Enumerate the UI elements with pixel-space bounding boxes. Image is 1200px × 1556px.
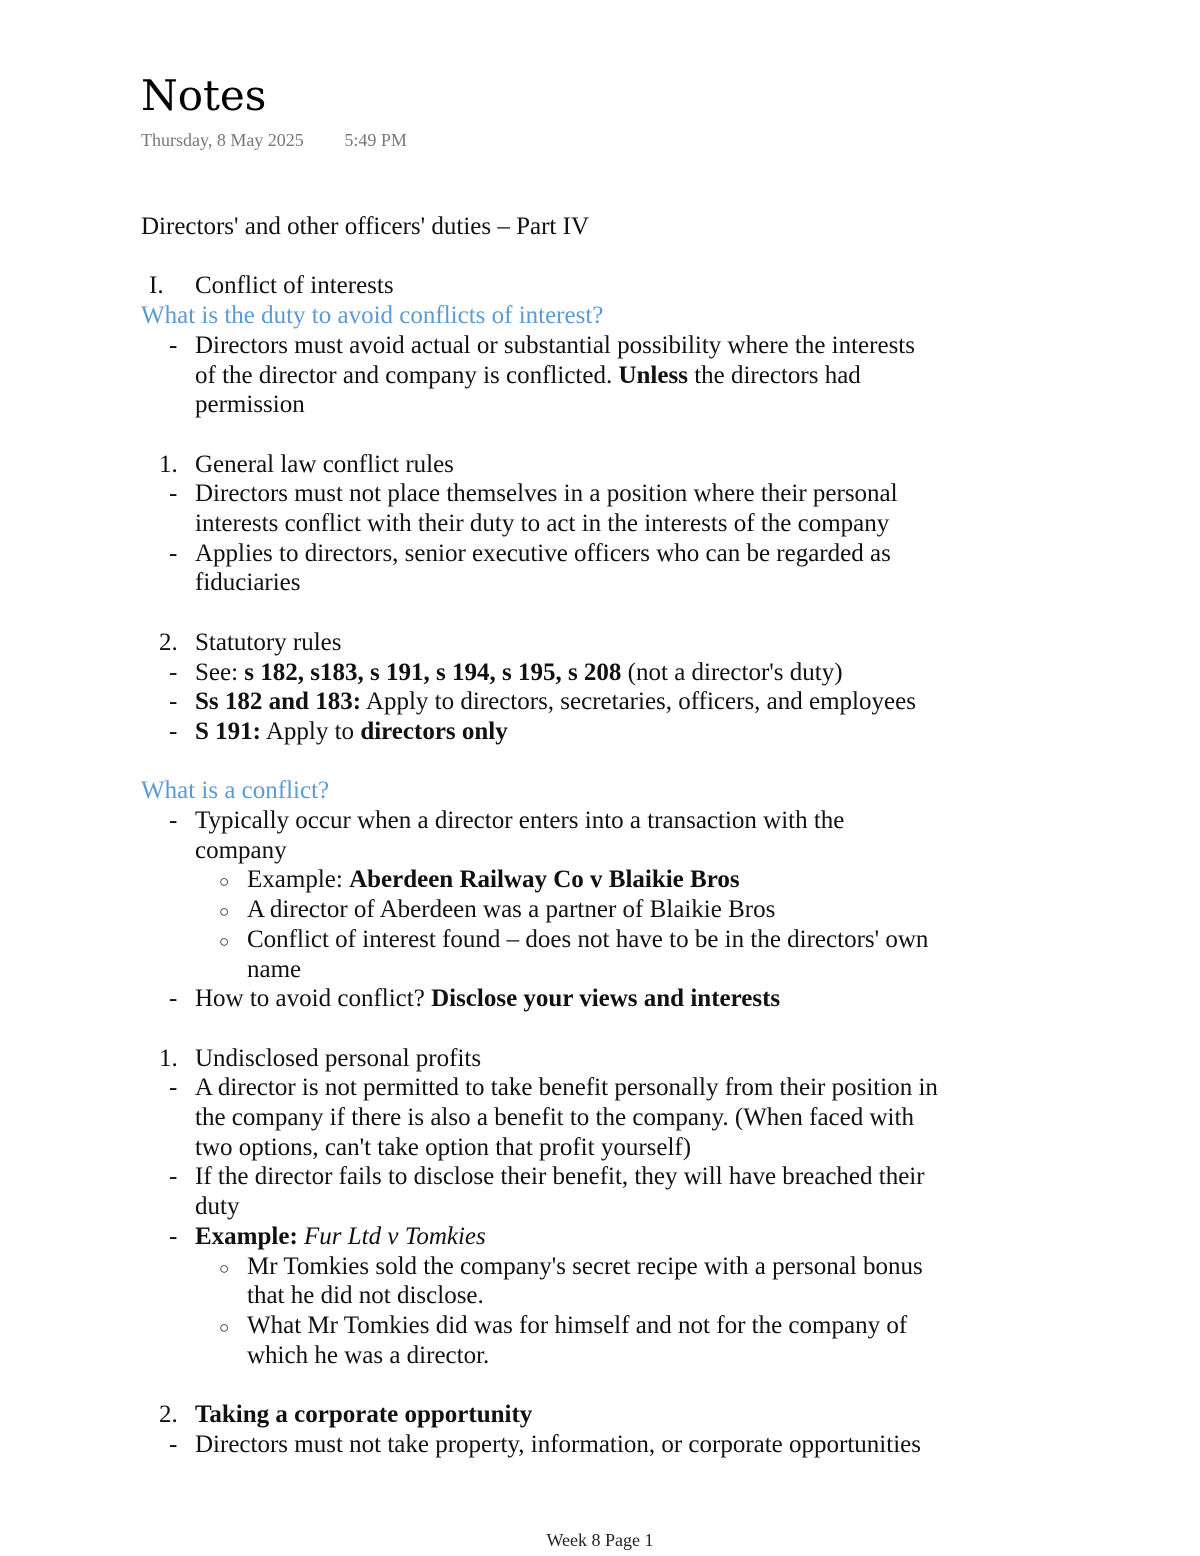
dash-bullet: - <box>169 1222 178 1250</box>
list-item: - If the director fails to disclose their benefit, they will have breached their <box>169 1163 925 1191</box>
list-item-continuation: interests conflict with their duty to act in the interests of the company <box>195 510 890 537</box>
numbered-heading: 1. Undisclosed personal profits <box>159 1044 482 1072</box>
circle-bullet: ○ <box>219 902 230 922</box>
dash-bullet: - <box>169 807 178 834</box>
dash-bullet: - <box>169 688 178 716</box>
list-item-continuation: permission <box>195 391 305 419</box>
dash-bullet: - <box>169 717 178 745</box>
page-time: 5:49 PM <box>344 130 407 150</box>
sub-list-item-continuation: that he did not disclose. <box>247 1282 484 1310</box>
roman-heading <box>141 271 1071 301</box>
list-item-continuation: fiduciaries <box>195 569 301 597</box>
list-item: - How to avoid conflict? Disclose your views and interests <box>169 985 781 1013</box>
dash-bullet: - <box>169 1430 178 1458</box>
number-marker: 2. <box>159 628 178 656</box>
sub-list-item: ○ Example: Aberdeen Railway Co v Blaikie Bros <box>141 865 1071 895</box>
number-marker: 1. <box>159 1044 178 1072</box>
sub-list-item: ○ Conflict of interest found – does not have to be in the directors' own <box>141 925 1071 955</box>
list-item: - Example: Fur Ltd v Tomkies <box>169 1222 486 1250</box>
list-item: - Directors must not place themselves in a position where their personal <box>169 480 898 508</box>
sub-list-item-continuation: name <box>247 955 302 983</box>
dash-bullet: - <box>169 1074 178 1102</box>
list-item: - Directors must avoid actual or substantial possibility where the interests <box>169 331 915 359</box>
page-meta <box>141 127 407 153</box>
dash-bullet: - <box>169 331 178 359</box>
list-item: - Applies to directors, senior executive officers who can be regarded as <box>169 539 891 567</box>
circle-bullet: ○ <box>219 931 230 951</box>
sub-list-item: ○ Mr Tomkies sold the company's secret recipe with a personal bonus <box>141 1252 1071 1282</box>
list-item: - A director is not permitted to take benefit personally from their position in <box>169 1074 938 1102</box>
numbered-heading: 2. Statutory rules <box>159 628 342 656</box>
circle-bullet: ○ <box>219 1258 230 1278</box>
circle-bullet: ○ <box>219 1317 230 1337</box>
number-marker: 2. <box>159 1401 178 1429</box>
circle-bullet: ○ <box>219 872 230 892</box>
sub-list-item-continuation: which he was a director. <box>247 1341 490 1369</box>
list-item: - See: s 182, s183, s 191, s 194, s 195, s 208 (not a director's duty) <box>169 658 843 686</box>
dash-bullet: - <box>169 1163 178 1191</box>
numbered-heading: 2. Taking a corporate opportunity <box>159 1401 533 1429</box>
list-item: - Ss 182 and 183: Apply to directors, secretaries, officers, and employees <box>169 688 916 716</box>
list-item: - Typically occur when a director enters into a transaction with the <box>169 807 845 834</box>
sub-list-item: ○ A director of Aberdeen was a partner of Blaikie Bros <box>141 895 1071 925</box>
roman-marker: I. <box>149 272 164 300</box>
dash-bullet: - <box>169 658 178 686</box>
dash-bullet: - <box>169 539 178 567</box>
list-item-continuation: the company if there is also a benefit to the company. (When faced with <box>195 1104 914 1132</box>
dash-bullet: - <box>169 480 178 508</box>
page-title: Notes <box>141 71 267 120</box>
list-item-continuation: of the director and company is conflicted. Unless the directors had <box>195 361 861 389</box>
number-marker: 1. <box>159 450 178 478</box>
list-item-continuation: duty <box>195 1193 240 1221</box>
list-item: - S 191: Apply to directors only <box>169 717 508 745</box>
numbered-heading: 1. General law conflict rules <box>159 450 454 478</box>
question-heading: What is a conflict? <box>141 777 330 805</box>
list-item-continuation: two options, can't take option that profit yourself) <box>195 1133 692 1161</box>
roman-heading-label: Conflict of interests <box>195 272 394 300</box>
page-date: Thursday, 8 May 2025 <box>141 130 304 150</box>
question-heading: What is the duty to avoid conflicts of interest? <box>141 302 604 330</box>
page-footer: Week 8 Page 1 <box>546 1530 654 1550</box>
list-item-continuation: company <box>195 836 287 864</box>
dash-bullet: - <box>169 985 178 1013</box>
list-item: - Directors must not take property, information, or corporate opportunities <box>169 1430 921 1458</box>
note-body[interactable] <box>141 212 1071 1459</box>
sub-list-item: ○ What Mr Tomkies did was for himself and not for the company of <box>141 1311 1071 1341</box>
section-heading: Directors' and other officers' duties – Part IV <box>141 213 589 240</box>
